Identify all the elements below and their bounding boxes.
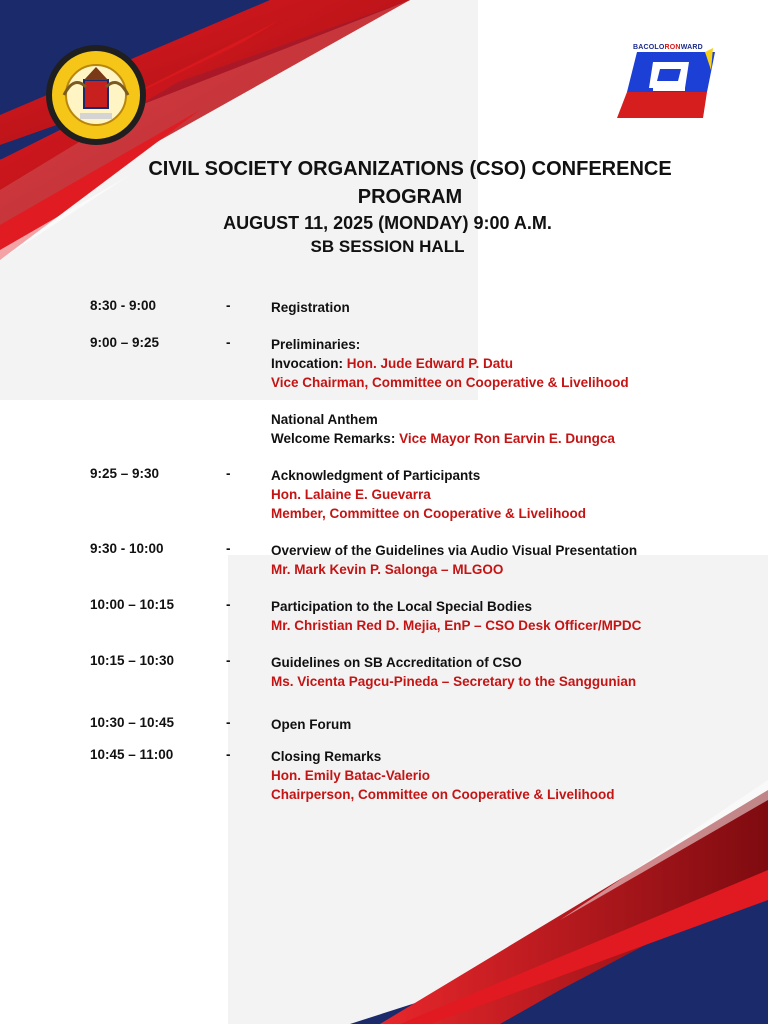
dash: - <box>226 466 231 481</box>
time-slot: 9:00 – 9:25 <box>90 335 160 350</box>
dash: - <box>226 541 231 556</box>
activity: Preliminaries: <box>271 337 361 352</box>
activity: Participation to the Local Special Bodies <box>271 599 533 614</box>
speaker-name: Mr. Christian Red D. Mejia, EnP – CSO Desk Officer/MPDC <box>271 618 642 633</box>
speaker-role: Member, Committee on Cooperative & Livelihood <box>271 506 587 521</box>
activity: Closing Remarks <box>271 749 382 764</box>
bacolor-onward-logo <box>615 40 715 120</box>
invocation-line: Invocation: Hon. Jude Edward P. Datu <box>271 356 514 371</box>
time-slot: 9:25 – 9:30 <box>90 466 160 481</box>
activity: Open Forum <box>271 717 352 732</box>
activity: Registration <box>271 300 350 315</box>
time-slot: 10:00 – 10:15 <box>90 597 175 612</box>
speaker-name: Hon. Emily Batac-Valerio <box>271 768 431 783</box>
dash: - <box>226 715 231 730</box>
dash: - <box>226 653 231 668</box>
dash: - <box>226 747 231 762</box>
dash: - <box>226 597 231 612</box>
time-slot: 10:15 – 10:30 <box>90 653 175 668</box>
dash: - <box>226 335 231 350</box>
time-slot: 8:30 - 9:00 <box>90 298 157 313</box>
event-date: AUGUST 11, 2025 (MONDAY) 9:00 A.M. <box>223 213 552 233</box>
speaker-name: Ms. Vicenta Pagcu-Pineda – Secretary to the Sanggunian <box>271 674 637 689</box>
speaker-role: Chairperson, Committee on Cooperative & Livelihood <box>271 787 615 802</box>
brand-wordmark: BACOLORONWARD <box>633 44 703 51</box>
time-slot: 10:45 – 11:00 <box>90 747 174 762</box>
title-line-1: CIVIL SOCIETY ORGANIZATIONS (CSO) CONFERENCE <box>148 158 672 180</box>
dash: - <box>226 298 231 313</box>
activity: National Anthem <box>271 412 378 427</box>
time-slot: 10:30 – 10:45 <box>90 715 175 730</box>
speaker-role: Vice Chairman, Committee on Cooperative & Livelihood <box>271 375 629 390</box>
welcome-line: Welcome Remarks: Vice Mayor Ron Earvin E. Dungca <box>271 431 615 446</box>
speaker-name: Mr. Mark Kevin P. Salonga – MLGOO <box>271 562 504 577</box>
municipality-seal-logo <box>36 45 156 145</box>
time-slot: 9:30 - 10:00 <box>90 541 164 556</box>
title-line-2: PROGRAM <box>357 186 463 208</box>
speaker-name: Hon. Lalaine E. Guevarra <box>271 487 431 502</box>
activity: Guidelines on SB Accreditation of CSO <box>271 655 522 670</box>
activity: Acknowledgment of Participants <box>271 468 481 483</box>
event-venue: SB SESSION HALL <box>310 237 465 256</box>
activity: Overview of the Guidelines via Audio Visual Presentation <box>271 543 638 558</box>
